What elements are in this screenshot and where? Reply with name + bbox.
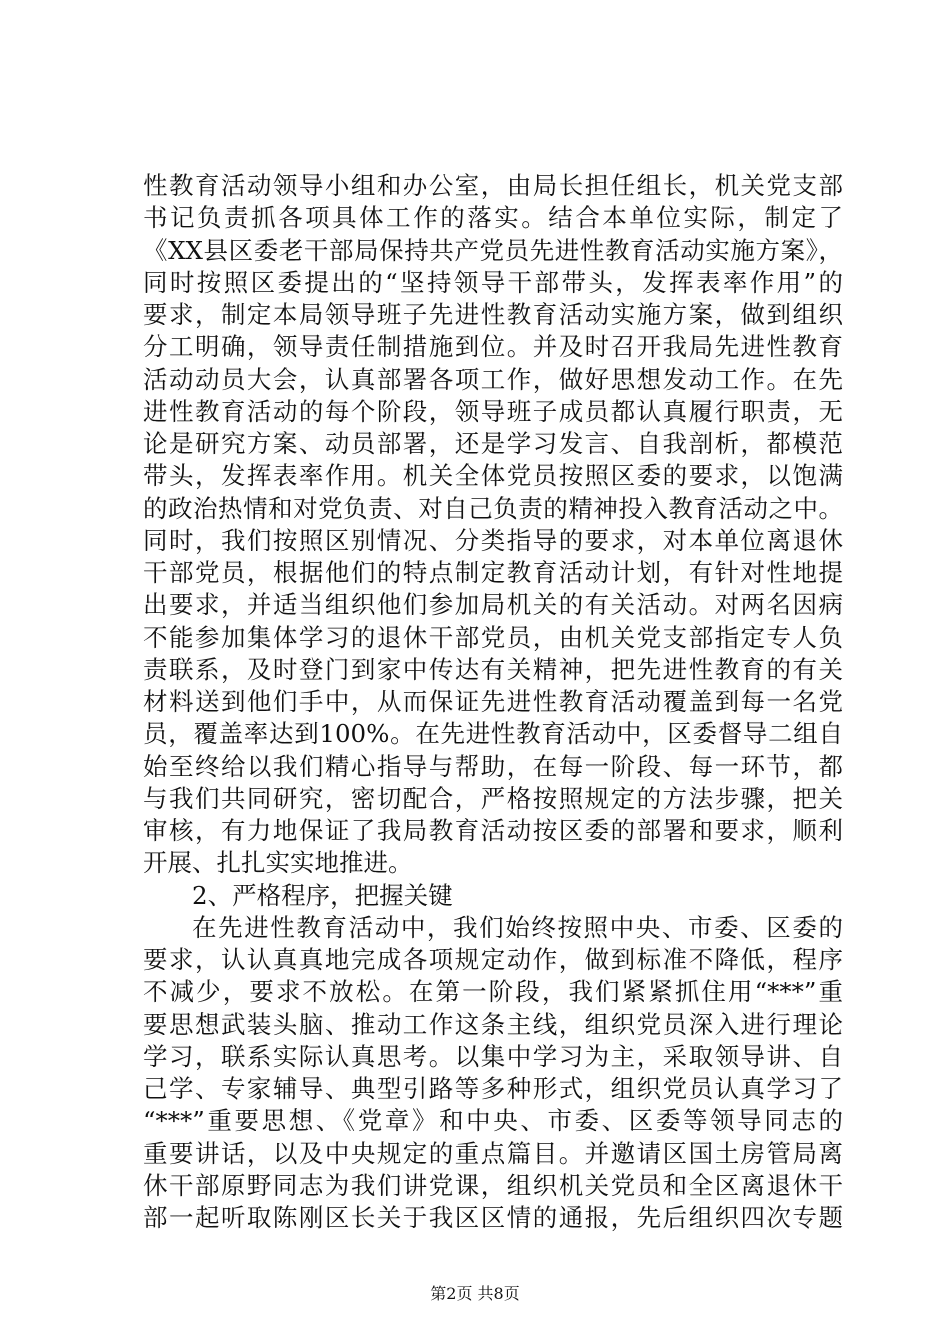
body-line: 始至终给以我们精心指导与帮助，在每一阶段、每一环节，都 xyxy=(143,751,843,781)
body-line: 要求，制定本局领导班子先进性教育活动实施方案，做到组织 xyxy=(143,300,843,329)
body-line: 出要求，并适当组织他们参加局机关的有关活动。对两名因病 xyxy=(143,590,843,620)
body-line: 责联系，及时登门到家中传达有关精神，把先进性教育的有关 xyxy=(143,654,843,684)
body-line: 员，覆盖率达到100%。在先进性教育活动中，区委督导二组自 xyxy=(143,719,843,749)
body-line: 重要讲话，以及中央规定的重点篇目。并邀请区国土房管局离 xyxy=(143,1138,843,1168)
body-line: 进性教育活动的每个阶段，领导班子成员都认真履行职责，无 xyxy=(143,396,843,426)
document-body xyxy=(143,170,843,1234)
body-line: 学习，联系实际认真思考。以集中学习为主，采取领导讲、自 xyxy=(143,1041,843,1071)
body-line: 《XX县区委老干部局保持共产党员先进性教育活动实施方案》， xyxy=(143,235,843,265)
body-line: 干部党员，根据他们的特点制定教育活动计划，有针对性地提 xyxy=(143,558,843,587)
body-line: 书记负责抓各项具体工作的落实。结合本单位实际，制定了 xyxy=(143,203,843,233)
body-line: 同时，我们按照区别情况、分类指导的要求，对本单位离退休 xyxy=(143,525,843,555)
body-line: 己学、专家辅导、典型引路等多种形式，组织党员认真学习了 xyxy=(143,1074,843,1103)
body-line: 要思想武装头脑、推动工作这条主线，组织党员深入进行理论 xyxy=(143,1009,843,1039)
section-heading: 2、严格程序，把握关键 xyxy=(192,880,453,910)
body-line: 要求，认认真真地完成各项规定动作，做到标准不降低，程序 xyxy=(143,945,843,974)
body-line: 活动动员大会，认真部署各项工作，做好思想发动工作。在先 xyxy=(143,364,843,394)
body-line: 论是研究方案、动员部署，还是学习发言、自我剖析，都模范 xyxy=(143,429,843,458)
body-line: 的政治热情和对党负责、对自己负责的精神投入教育活动之中。 xyxy=(143,493,843,523)
body-line: 审核，有力地保证了我局教育活动按区委的部署和要求，顺利 xyxy=(143,816,843,845)
body-line: “***”重要思想、《党章》和中央、市委、区委等领导同志的 xyxy=(143,1106,843,1136)
body-line: 部一起听取陈刚区长关于我区区情的通报，先后组织四次专题 xyxy=(143,1203,843,1232)
body-line: 休干部原野同志为我们讲党课，组织机关党员和全区离退休干 xyxy=(143,1170,843,1200)
body-line-last: 开展、扎扎实实地推进。 xyxy=(143,848,413,878)
body-line: 与我们共同研究，密切配合，严格按照规定的方法步骤，把关 xyxy=(143,783,843,813)
body-line: 不减少，要求不放松。在第一阶段，我们紧紧抓住用“***”重 xyxy=(143,977,843,1007)
body-line: 带头，发挥表率作用。机关全体党员按照区委的要求，以饱满 xyxy=(143,461,843,491)
body-line-first: 在先进性教育活动中，我们始终按照中央、市委、区委的 xyxy=(192,912,843,942)
body-line: 材料送到他们手中，从而保证先进性教育活动覆盖到每一名党 xyxy=(143,687,843,716)
body-line: 同时按照区委提出的“坚持领导干部带头，发挥表率作用”的 xyxy=(143,267,843,297)
body-line: 分工明确，领导责任制措施到位。并及时召开我局先进性教育 xyxy=(143,332,843,362)
body-line: 不能参加集体学习的退休干部党员，由机关党支部指定专人负 xyxy=(143,622,843,652)
body-line: 性教育活动领导小组和办公室，由局长担任组长，机关党支部 xyxy=(143,171,843,200)
page-number-footer: 第2页 共8页 xyxy=(430,1284,520,1303)
